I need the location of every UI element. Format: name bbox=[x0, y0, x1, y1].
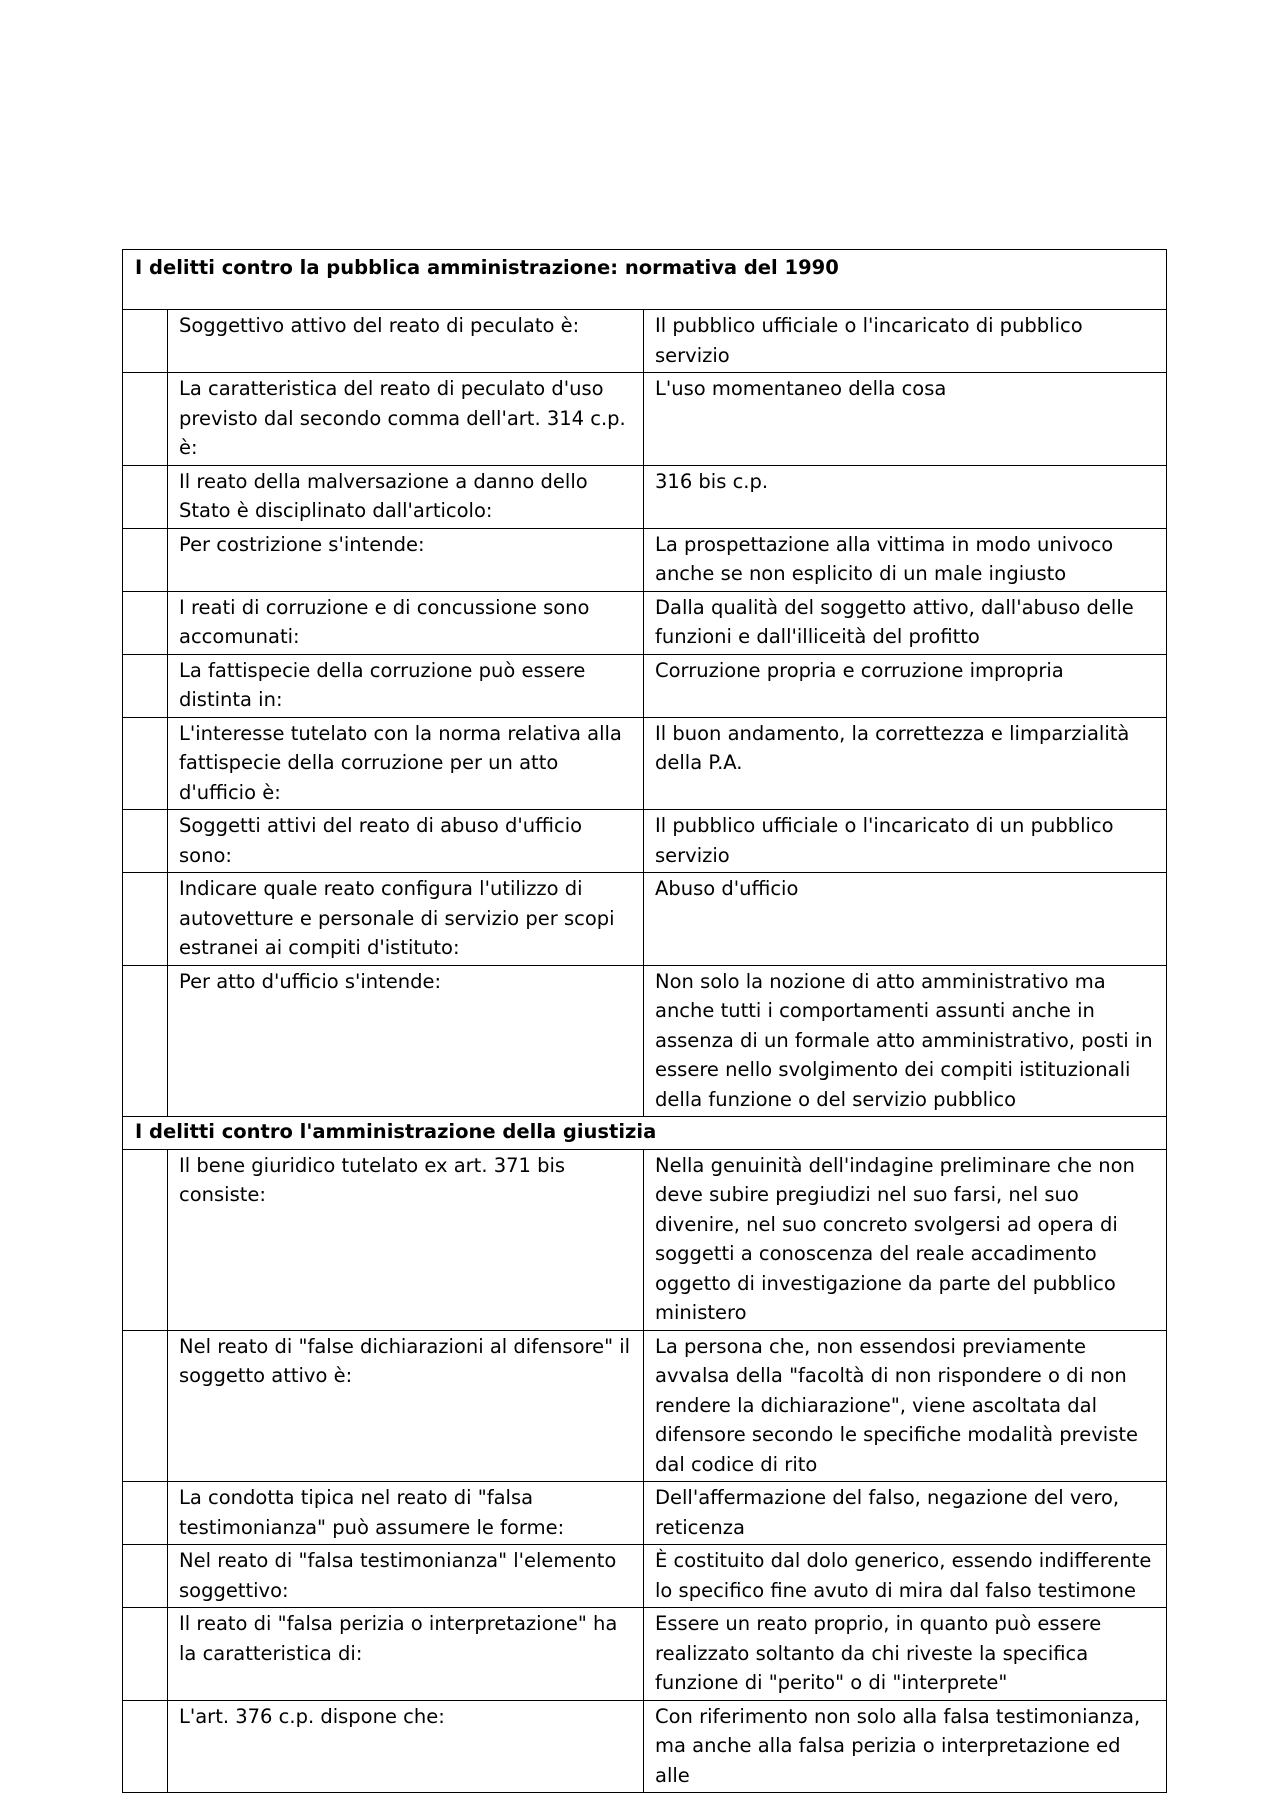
question-cell: Soggetti attivi del reato di abuso d'ufficio sono: bbox=[168, 810, 644, 873]
answer-cell: Nella genuinità dell'indagine preliminare che non deve subire pregiudizi nel suo farsi, nel suo divenire, nel suo concreto svolgersi ad opera di soggetti a conoscenza del reale accadimento oggetto di investigazione da parte del pubblico ministero bbox=[644, 1149, 1167, 1330]
question-cell: Il bene giuridico tutelato ex art. 371 bis consiste: bbox=[168, 1149, 644, 1330]
question-cell: La fattispecie della corruzione può essere distinta in: bbox=[168, 654, 644, 717]
question-cell: Nel reato di "falsa testimonianza" l'elemento soggettivo: bbox=[168, 1545, 644, 1608]
qa-table bbox=[122, 249, 1167, 1793]
table-row bbox=[123, 654, 1167, 717]
answer-cell: L'uso momentaneo della cosa bbox=[644, 373, 1167, 466]
answer-cell: Il buon andamento, la correttezza e limparzialità della P.A. bbox=[644, 717, 1167, 810]
table-row bbox=[123, 1608, 1167, 1701]
section-title: I delitti contro la pubblica amministrazione: normativa del 1990 bbox=[123, 250, 1167, 310]
table-row bbox=[123, 591, 1167, 654]
answer-cell: Con riferimento non solo alla falsa testimonianza, ma anche alla falsa perizia o interpretazione ed alle bbox=[644, 1700, 1167, 1793]
row-marker-cell bbox=[123, 810, 168, 873]
table-row bbox=[123, 965, 1167, 1117]
table-row bbox=[123, 1545, 1167, 1608]
table-row bbox=[123, 810, 1167, 873]
row-marker-cell bbox=[123, 465, 168, 528]
table-row bbox=[123, 1482, 1167, 1545]
table-row bbox=[123, 1149, 1167, 1330]
answer-cell: È costituito dal dolo generico, essendo indifferente lo specifico fine avuto di mira dal falso testimone bbox=[644, 1545, 1167, 1608]
row-marker-cell bbox=[123, 591, 168, 654]
table-row bbox=[123, 717, 1167, 810]
answer-cell: 316 bis c.p. bbox=[644, 465, 1167, 528]
row-marker-cell bbox=[123, 1482, 168, 1545]
answer-cell: Abuso d'ufficio bbox=[644, 873, 1167, 966]
question-cell: Indicare quale reato configura l'utilizzo di autovetture e personale di servizio per scopi estranei ai compiti d'istituto: bbox=[168, 873, 644, 966]
section-title: I delitti contro l'amministrazione della giustizia bbox=[123, 1117, 1167, 1150]
answer-cell: Essere un reato proprio, in quanto può essere realizzato soltanto da chi riveste la specifica funzione di "perito" o di "interprete" bbox=[644, 1608, 1167, 1701]
row-marker-cell bbox=[123, 654, 168, 717]
answer-cell: Il pubblico ufficiale o l'incaricato di un pubblico servizio bbox=[644, 810, 1167, 873]
row-marker-cell bbox=[123, 1330, 168, 1482]
row-marker-cell bbox=[123, 528, 168, 591]
answer-cell: Corruzione propria e corruzione impropria bbox=[644, 654, 1167, 717]
row-marker-cell bbox=[123, 717, 168, 810]
question-cell: L'art. 376 c.p. dispone che: bbox=[168, 1700, 644, 1793]
table-row bbox=[123, 873, 1167, 966]
table-row bbox=[123, 1700, 1167, 1793]
answer-cell: La prospettazione alla vittima in modo univoco anche se non esplicito di un male ingiusto bbox=[644, 528, 1167, 591]
question-cell: L'interesse tutelato con la norma relativa alla fattispecie della corruzione per un atto d'ufficio è: bbox=[168, 717, 644, 810]
section-header-row bbox=[123, 250, 1167, 310]
section-header-row bbox=[123, 1117, 1167, 1150]
row-marker-cell bbox=[123, 965, 168, 1117]
row-marker-cell bbox=[123, 873, 168, 966]
table-row bbox=[123, 465, 1167, 528]
row-marker-cell bbox=[123, 310, 168, 373]
question-cell: Il reato di "falsa perizia o interpretazione" ha la caratteristica di: bbox=[168, 1608, 644, 1701]
question-cell: Per costrizione s'intende: bbox=[168, 528, 644, 591]
row-marker-cell bbox=[123, 373, 168, 466]
answer-cell: Non solo la nozione di atto amministrativo ma anche tutti i comportamenti assunti anche in assenza di un formale atto amministrativo, posti in essere nello svolgimento dei compiti istituzionali della funzione o del servizio pubblico bbox=[644, 965, 1167, 1117]
question-cell: La condotta tipica nel reato di "falsa testimonianza" può assumere le forme: bbox=[168, 1482, 644, 1545]
answer-cell: Dell'affermazione del falso, negazione del vero, reticenza bbox=[644, 1482, 1167, 1545]
row-marker-cell bbox=[123, 1700, 168, 1793]
question-cell: Il reato della malversazione a danno dello Stato è disciplinato dall'articolo: bbox=[168, 465, 644, 528]
answer-cell: Il pubblico ufficiale o l'incaricato di pubblico servizio bbox=[644, 310, 1167, 373]
row-marker-cell bbox=[123, 1608, 168, 1701]
table-row bbox=[123, 373, 1167, 466]
question-cell: Per atto d'ufficio s'intende: bbox=[168, 965, 644, 1117]
answer-cell: Dalla qualità del soggetto attivo, dall'abuso delle funzioni e dall'illiceità del profitto bbox=[644, 591, 1167, 654]
question-cell: La caratteristica del reato di peculato d'uso previsto dal secondo comma dell'art. 314 c.p. è: bbox=[168, 373, 644, 466]
table-row bbox=[123, 1330, 1167, 1482]
table-row bbox=[123, 310, 1167, 373]
question-cell: I reati di corruzione e di concussione sono accomunati: bbox=[168, 591, 644, 654]
row-marker-cell bbox=[123, 1545, 168, 1608]
question-cell: Soggettivo attivo del reato di peculato è: bbox=[168, 310, 644, 373]
row-marker-cell bbox=[123, 1149, 168, 1330]
table-row bbox=[123, 528, 1167, 591]
question-cell: Nel reato di "false dichiarazioni al difensore" il soggetto attivo è: bbox=[168, 1330, 644, 1482]
answer-cell: La persona che, non essendosi previamente avvalsa della "facoltà di non rispondere o di non rendere la dichiarazione", viene ascoltata dal difensore secondo le specifiche modalità previste dal codice di rito bbox=[644, 1330, 1167, 1482]
